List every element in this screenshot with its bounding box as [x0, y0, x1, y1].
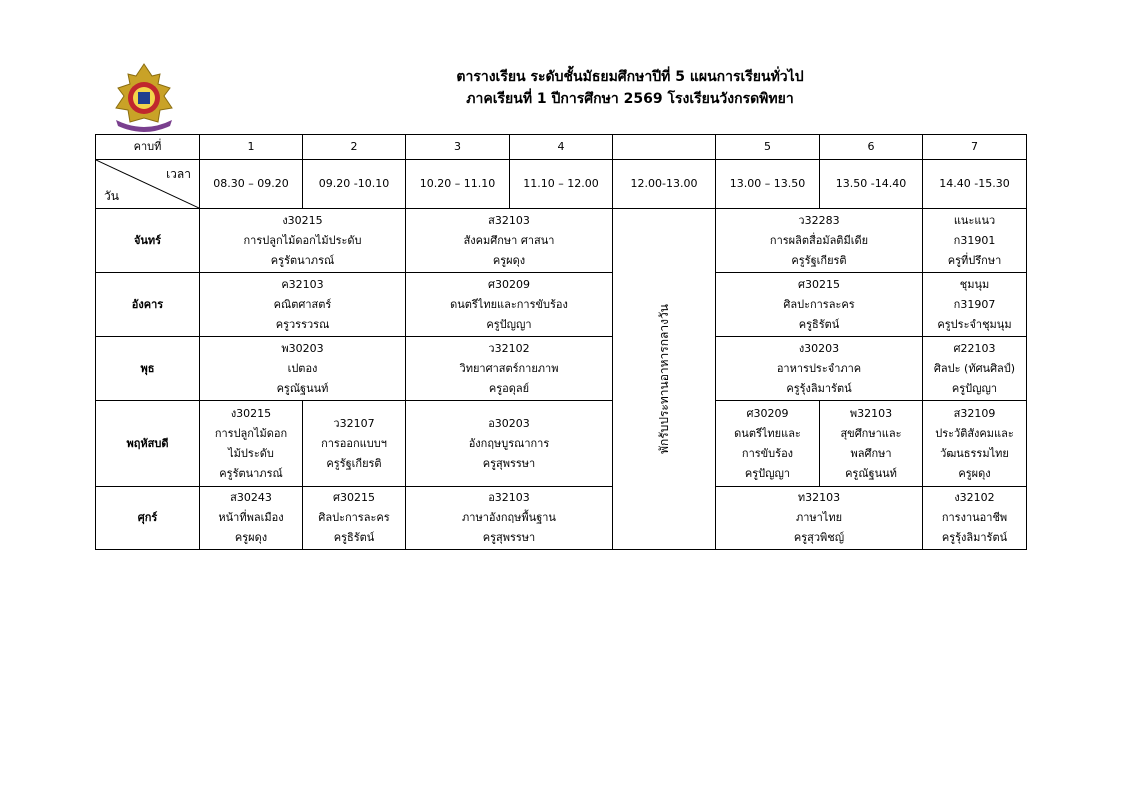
- course-code: ว32107: [333, 416, 375, 430]
- class-cell: [303, 487, 406, 550]
- title-line-1: ตารางเรียน ระดับชั้นมัธยมศึกษาปีที่ 5 แผนการเรียนทั่วไป: [456, 69, 804, 85]
- timetable: [95, 134, 1027, 550]
- class-cell: [923, 209, 1027, 273]
- time-3: 10.20 – 11.10: [406, 160, 510, 209]
- document-title: [260, 66, 1000, 110]
- period-4: 4: [510, 135, 613, 160]
- course-name: การออกแบบฯ: [321, 436, 387, 450]
- course-name: ศิลปะการละคร: [783, 297, 855, 311]
- lunch-break-label: พักรับประทานอาหารกลางวัน: [657, 304, 671, 454]
- period-label: คาบที่: [96, 135, 200, 160]
- course-name: เปตอง: [287, 361, 318, 375]
- period-5: 5: [716, 135, 820, 160]
- course-code: ว32283: [798, 213, 840, 227]
- day-friday: ศุกร์: [96, 487, 200, 550]
- course-name: การงานอาชีพ: [941, 511, 1008, 524]
- course-name: คณิตศาสตร์: [273, 297, 332, 311]
- class-cell: [923, 487, 1027, 550]
- course-code: ศ22103: [953, 341, 996, 355]
- course-name: ก31907: [953, 297, 996, 311]
- time-2: 09.20 -10.10: [303, 160, 406, 209]
- teacher-name: ครูอดุลย์: [488, 381, 530, 395]
- title-line-2: ภาคเรียนที่ 1 ปีการศึกษา 2569 โรงเรียนวังกรดพิทยา: [466, 91, 794, 107]
- time-lunch: 12.00-13.00: [613, 160, 716, 209]
- teacher-name: ครูผดุง: [492, 253, 526, 267]
- course-code: ว32102: [488, 341, 530, 355]
- period-1: 1: [200, 135, 303, 160]
- day-monday: จันทร์: [96, 209, 200, 273]
- course-code: ศ30215: [333, 491, 375, 504]
- period-row: [96, 135, 1027, 160]
- time-1: 08.30 – 09.20: [200, 160, 303, 209]
- course-name: ศิลปะการละคร: [318, 511, 390, 524]
- course-code: ศ30209: [746, 406, 789, 420]
- course-code: ส32103: [488, 213, 530, 227]
- course-code: ส32109: [953, 406, 996, 420]
- class-cell: [406, 209, 613, 273]
- course-name: วิทยาศาสตร์กายภาพ: [459, 361, 559, 375]
- teacher-name: ครูณัฐนนท์: [276, 381, 329, 395]
- lunch-break-cell: [613, 209, 716, 550]
- class-cell: [406, 401, 613, 487]
- course-name-cont: ไม้ประดับ: [228, 446, 274, 460]
- class-cell: [716, 487, 923, 550]
- teacher-name: ครูสุวพิชญ์: [793, 531, 845, 544]
- teacher-name: ครูรัตนาภรณ์: [219, 466, 283, 480]
- day-thursday: พฤหัสบดี: [96, 401, 200, 487]
- course-name: การผลิตสื่อมัลติมีเดีย: [769, 233, 869, 247]
- time-5: 13.00 – 13.50: [716, 160, 820, 209]
- course-name: การปลูกไม้ดอก: [214, 426, 288, 440]
- course-code: ง30203: [798, 341, 840, 355]
- teacher-name: ครูธิรัตน์: [333, 531, 375, 544]
- class-cell: [923, 337, 1027, 401]
- class-cell: [820, 401, 923, 487]
- course-name: สังคมศึกษา ศาสนา: [463, 233, 555, 247]
- school-logo: [108, 62, 180, 134]
- course-name: สุขศึกษาและ: [840, 426, 902, 440]
- day-label: วัน: [104, 189, 119, 203]
- teacher-name: ครูธิรัตน์: [798, 317, 840, 331]
- period-6: 6: [820, 135, 923, 160]
- class-cell: [200, 487, 303, 550]
- teacher-name: ครูรัตนาภรณ์: [270, 253, 335, 267]
- teacher-name: ครูปัญญา: [951, 381, 998, 395]
- teacher-name: ครูปัญญา: [486, 317, 532, 331]
- class-cell: [716, 273, 923, 337]
- course-code: ง30215: [230, 406, 272, 420]
- teacher-name: ครูที่ปรึกษา: [947, 253, 1002, 267]
- course-code: อ30203: [488, 416, 530, 430]
- course-name: ดนตรีไทยและ: [734, 426, 801, 440]
- teacher-name: ครูรุ้งลิมารัตน์: [941, 531, 1008, 544]
- course-name: ดนตรีไทยและการขับร้อง: [450, 297, 568, 311]
- time-4: 11.10 – 12.00: [510, 160, 613, 209]
- course-code: ชุมนุม: [959, 277, 990, 291]
- class-cell: [406, 273, 613, 337]
- course-code: ง30215: [282, 213, 323, 227]
- course-name-cont: พลศึกษา: [850, 446, 892, 460]
- course-name-cont: การขับร้อง: [741, 446, 794, 460]
- teacher-name: ครูรัฐเกียรติ: [326, 456, 382, 470]
- row-thursday: [96, 401, 1027, 487]
- time-6: 13.50 -14.40: [820, 160, 923, 209]
- course-code: ค32103: [281, 277, 324, 291]
- course-name: หน้าที่พลเมือง: [218, 511, 284, 524]
- course-code: ง32102: [954, 491, 995, 504]
- class-cell: [200, 337, 406, 401]
- teacher-name: ครูประจำชุมนุม: [937, 317, 1012, 331]
- teacher-name: ครูปัญญา: [744, 466, 791, 480]
- period-lunch: [613, 135, 716, 160]
- row-tuesday: [96, 273, 1027, 337]
- course-code: พ32103: [849, 406, 893, 420]
- class-cell: [406, 337, 613, 401]
- course-code: พ30203: [281, 341, 324, 355]
- course-code: ศ30215: [798, 277, 840, 291]
- course-name: ศิลปะ (ทัศนศิลป์): [933, 361, 1016, 375]
- period-2: 2: [303, 135, 406, 160]
- course-name: ประวัติสังคมและ: [935, 426, 1014, 440]
- day-tuesday: อังคาร: [96, 273, 200, 337]
- row-monday: [96, 209, 1027, 273]
- time-row: [96, 160, 1027, 209]
- class-cell: [716, 337, 923, 401]
- class-cell: [923, 401, 1027, 487]
- class-cell: [406, 487, 613, 550]
- course-name: ก31901: [953, 233, 996, 247]
- course-code: ท32103: [797, 491, 841, 504]
- class-cell: [303, 401, 406, 487]
- course-code: อ32103: [488, 491, 530, 504]
- day-wednesday: พุธ: [96, 337, 200, 401]
- time-label: เวลา: [166, 167, 191, 181]
- course-code: ศ30209: [488, 277, 530, 291]
- teacher-name: ครูวรรวรณ: [275, 317, 330, 331]
- period-7: 7: [923, 135, 1027, 160]
- teacher-name: ครูรัฐเกียรติ: [791, 253, 847, 267]
- course-name: การปลูกไม้ดอกไม้ประดับ: [243, 233, 362, 247]
- time-7: 14.40 -15.30: [923, 160, 1027, 209]
- row-friday: [96, 487, 1027, 550]
- course-name: อาหารประจำภาค: [776, 361, 862, 375]
- class-cell: [200, 209, 406, 273]
- teacher-name: ครูรุ้งลิมารัตน์: [786, 381, 852, 395]
- teacher-name: ครูสุพรรษา: [482, 456, 536, 470]
- course-name-cont: วัฒนธรรมไทย: [940, 446, 1009, 460]
- class-cell: [716, 401, 820, 487]
- teacher-name: ครูณัฐนนท์: [845, 466, 897, 480]
- course-code: ส30243: [230, 491, 272, 504]
- time-day-corner: [96, 160, 200, 209]
- course-name: ภาษาอังกฤษพื้นฐาน: [462, 511, 556, 524]
- row-wednesday: [96, 337, 1027, 401]
- course-name: ภาษาไทย: [795, 511, 843, 524]
- course-code: แนะแนว: [953, 213, 996, 227]
- class-cell: [716, 209, 923, 273]
- teacher-name: ครูผดุง: [234, 531, 268, 544]
- period-3: 3: [406, 135, 510, 160]
- teacher-name: ครูสุพรรษา: [482, 531, 536, 544]
- class-cell: [200, 273, 406, 337]
- class-cell: [923, 273, 1027, 337]
- course-name: อังกฤษบูรณาการ: [468, 436, 550, 450]
- class-cell: [200, 401, 303, 487]
- teacher-name: ครูผดุง: [958, 466, 991, 480]
